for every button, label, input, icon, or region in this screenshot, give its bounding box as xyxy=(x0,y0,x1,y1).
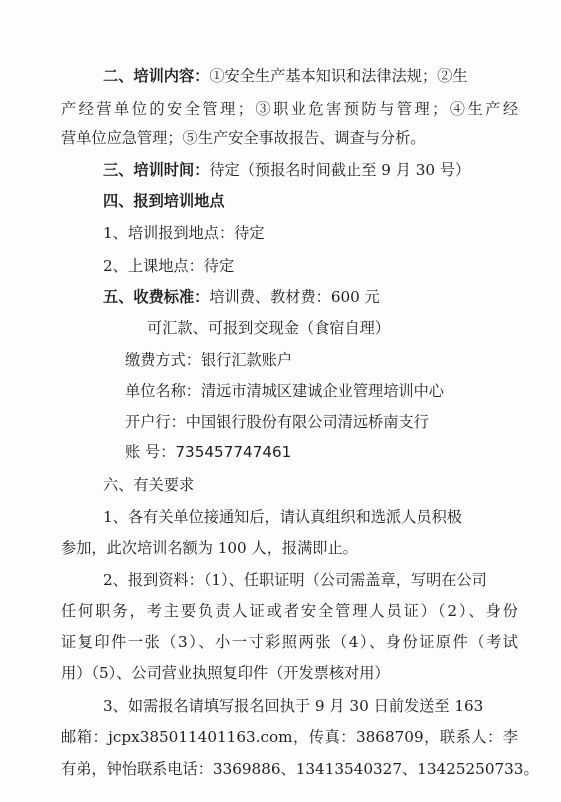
report-location: 1、培训报到地点：待定 xyxy=(103,224,265,242)
account-number: 账 号：735457747461 xyxy=(125,443,292,461)
requirement-2-line-3: 证复印件一张（3）、小一寸彩照两张（4）、身份证原件（考试 xyxy=(61,633,518,651)
training-content-text-1: ①安全生产基本知识和法律法规；②生 xyxy=(209,67,468,85)
location-heading: 四、报到培训地点 xyxy=(103,192,225,210)
training-time-value: 待定（预报名时间截止至 9 月 30 号） xyxy=(209,161,471,179)
training-content-line-1 xyxy=(103,66,468,86)
payment-method: 缴费方式：银行汇款账户 xyxy=(125,351,293,369)
training-time-line xyxy=(103,160,470,180)
fee-value: 培训费、教材费：600 元 xyxy=(209,288,380,306)
requirement-2-line-2: 任何职务，考主要负责人证或者安全管理人员证）（2）、身份 xyxy=(61,602,518,620)
requirement-3-line-1: 3、如需报名请填写报名回执于 9 月 30 日前发送至 163 xyxy=(103,697,484,715)
requirement-3-line-2: 邮箱：jcpx385011401163.com，传真：3868709，联系人：李 xyxy=(61,728,518,746)
requirement-1-line-1: 1、各有关单位接通知后，请认真组织和选派人员积极 xyxy=(103,508,462,526)
fee-line xyxy=(103,287,380,307)
requirement-3-line-3: 有弟，钟怡联系电话：3369886、13413540327、13425250733。 xyxy=(61,760,539,778)
training-content-label: 二、培训内容： xyxy=(103,67,210,85)
requirement-1-line-2: 参加，此次培训名额为 100 人，报满即止。 xyxy=(61,539,358,557)
bank-name: 开户行：中国银行股份有限公司清远桥南支行 xyxy=(125,413,429,431)
training-content-line-2: 产经营单位的安全管理；③职业危害预防与管理；④生产经 xyxy=(61,100,518,118)
requirement-2-line-4: 用）（5）、公司营业执照复印件（开发票核对用） xyxy=(61,664,390,682)
requirements-heading: 六、有关要求 xyxy=(103,476,195,494)
payment-note: 可汇款、可报到交现金（食宿自理） xyxy=(147,319,390,337)
account-name: 单位名称：清远市清城区建诚企业管理培训中心 xyxy=(125,382,444,400)
training-content-line-3: 营单位应急管理；⑤生产安全事故报告、调查与分析。 xyxy=(61,129,426,147)
training-time-label: 三、培训时间： xyxy=(103,161,210,179)
fee-label: 五、收费标准： xyxy=(103,288,210,306)
class-location: 2、上课地点：待定 xyxy=(103,257,235,275)
requirement-2-line-1: 2、报到资料：（1）、任职证明（公司需盖章，写明在公司 xyxy=(103,571,487,589)
